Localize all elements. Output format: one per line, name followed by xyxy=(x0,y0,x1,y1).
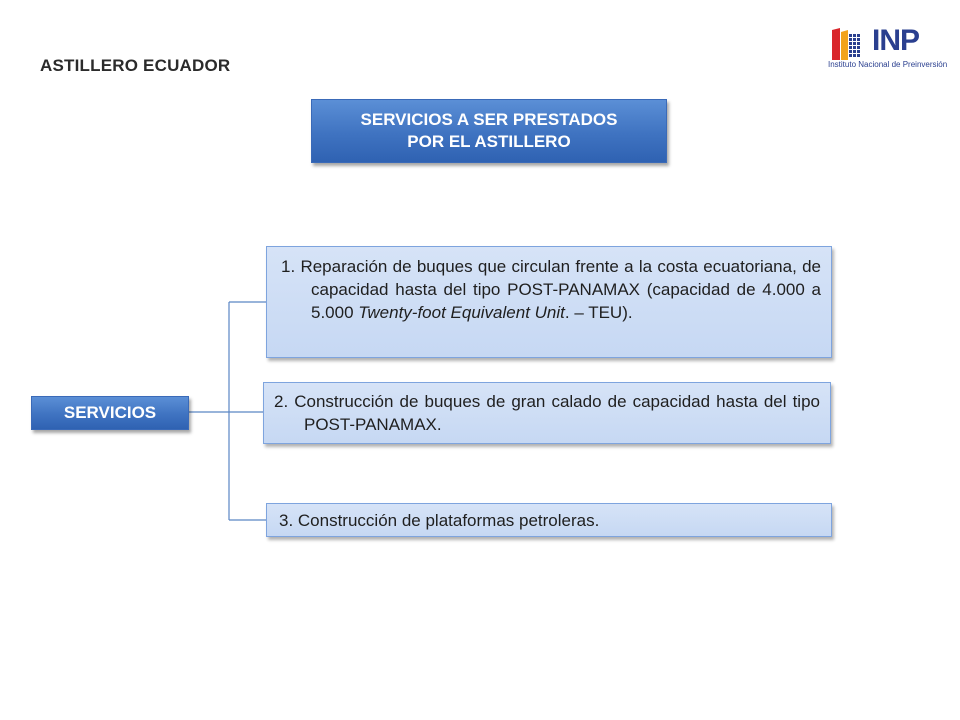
service-item-1-prefix: 1. Reparación de buques que circulan frente a la costa ecuatoriana, de capacidad hasta del tipo POST-PANAMAX (capacidad de 4.000 a 5.000 xyxy=(281,257,821,322)
service-item-2-text: 2. Construcción de buques de gran calado de capacidad hasta del tipo POST-PANAMAX. xyxy=(274,392,820,434)
service-item-1-text xyxy=(281,255,821,324)
service-item-1 xyxy=(266,246,832,358)
logo-subtitle: Instituto Nacional de Preinversión xyxy=(828,60,948,69)
services-box-label: SERVICIOS xyxy=(63,403,157,422)
service-item-3-text: 3. Construcción de plataformas petroleras. xyxy=(279,511,600,530)
header-box-line2: POR EL ASTILLERO xyxy=(407,132,571,151)
service-item-1-suffix: . – TEU). xyxy=(564,303,633,322)
services-box xyxy=(31,396,189,430)
logo-wordmark: INP xyxy=(872,24,920,57)
header-box-line1: SERVICIOS A SER PRESTADOS xyxy=(360,110,618,129)
service-item-1-italic: Twenty-foot Equivalent Unit xyxy=(358,303,565,322)
service-item-3 xyxy=(266,503,832,537)
service-item-2 xyxy=(263,382,831,444)
page-title: ASTILLERO ECUADOR xyxy=(40,56,231,75)
